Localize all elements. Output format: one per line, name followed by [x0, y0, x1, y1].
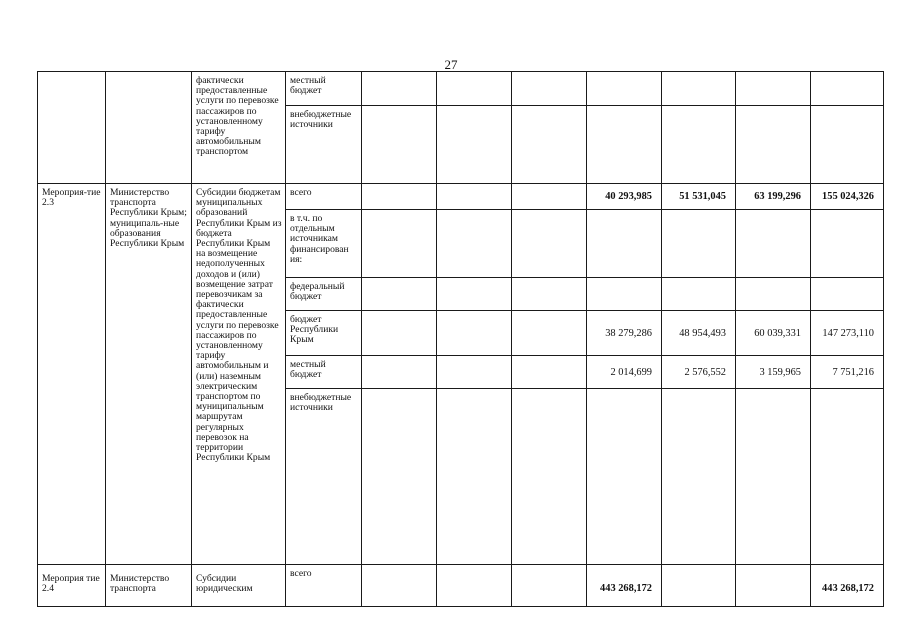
- value-cell: [662, 278, 736, 311]
- measure-id-cell: Мероприя-тие 2.3: [38, 184, 106, 565]
- value-cell: 40 293,985: [587, 184, 662, 210]
- value-cell: [587, 278, 662, 311]
- measure-name-cell: Субсидии бюджетам муниципальных образований Республики Крым из бюджета Республики Крым на возмещение недополученных доходов и (или) возмещение затрат перевозчикам за фактически предоставленные услуги по перевозке пассажиров по установленному тарифу автомобильным и (или) наземным электрическим транспортом по муниципальным маршрутам регулярных перевозок на территории Республики Крым: [192, 184, 286, 565]
- value-cell: [362, 356, 437, 389]
- value-cell: 48 954,493: [662, 311, 736, 356]
- value-cell: 2 014,699: [587, 356, 662, 389]
- funding-source-cell: местный бюджет: [286, 72, 362, 106]
- funding-source-cell: внебюджетные источники: [286, 389, 362, 565]
- value-cell: 2 576,552: [662, 356, 736, 389]
- value-cell: 155 024,326: [811, 184, 884, 210]
- value-cell: [437, 389, 512, 565]
- value-cell: 3 159,965: [736, 356, 811, 389]
- value-cell: 51 531,045: [662, 184, 736, 210]
- value-cell: [736, 565, 811, 607]
- measure-id-cell: [38, 72, 106, 184]
- value-cell: [437, 311, 512, 356]
- value-cell: [587, 72, 662, 106]
- value-cell: [437, 106, 512, 184]
- value-cell: [811, 210, 884, 278]
- value-cell: [362, 389, 437, 565]
- value-cell: [736, 106, 811, 184]
- value-cell: [662, 389, 736, 565]
- value-cell: 147 273,110: [811, 311, 884, 356]
- budget-table: [37, 71, 884, 607]
- measure-name-cell: фактически предоставленные услуги по перевозке пассажиров по установленному тарифу автомобильным транспортом: [192, 72, 286, 184]
- value-cell: 60 039,331: [736, 311, 811, 356]
- value-cell: [811, 106, 884, 184]
- value-cell: [512, 389, 587, 565]
- funding-source-cell: внебюджетные источники: [286, 106, 362, 184]
- value-cell: [736, 389, 811, 565]
- value-cell: [512, 278, 587, 311]
- value-cell: [512, 356, 587, 389]
- value-cell: [662, 565, 736, 607]
- value-cell: [512, 106, 587, 184]
- value-cell: 443 268,172: [811, 565, 884, 607]
- value-cell: [512, 565, 587, 607]
- value-cell: [437, 72, 512, 106]
- value-cell: 443 268,172: [587, 565, 662, 607]
- table-row: [38, 565, 884, 607]
- value-cell: [811, 389, 884, 565]
- value-cell: [736, 278, 811, 311]
- value-cell: [437, 184, 512, 210]
- measure-name-cell: Субсидии юридическим: [192, 565, 286, 607]
- value-cell: [437, 565, 512, 607]
- page-number: 27: [444, 57, 458, 72]
- value-cell: [437, 356, 512, 389]
- funding-source-cell: федеральный бюджет: [286, 278, 362, 311]
- value-cell: [662, 72, 736, 106]
- funding-source-cell: всего: [286, 565, 362, 607]
- value-cell: 38 279,286: [587, 311, 662, 356]
- value-cell: [811, 278, 884, 311]
- value-cell: [587, 210, 662, 278]
- value-cell: [362, 106, 437, 184]
- measure-id-cell: Мероприя тие 2.4: [38, 565, 106, 607]
- value-cell: [512, 72, 587, 106]
- value-cell: [437, 278, 512, 311]
- value-cell: [512, 184, 587, 210]
- funding-source-cell: в т.ч. по отдельным источникам финансирован ия:: [286, 210, 362, 278]
- value-cell: [362, 278, 437, 311]
- value-cell: [437, 210, 512, 278]
- value-cell: [587, 389, 662, 565]
- funding-source-cell: бюджет Республики Крым: [286, 311, 362, 356]
- value-cell: [662, 210, 736, 278]
- value-cell: 7 751,216: [811, 356, 884, 389]
- funding-source-cell: всего: [286, 184, 362, 210]
- table-row: [38, 72, 884, 106]
- value-cell: [362, 311, 437, 356]
- value-cell: 63 199,296: [736, 184, 811, 210]
- value-cell: [512, 311, 587, 356]
- value-cell: [811, 72, 884, 106]
- responsible-cell: [106, 72, 192, 184]
- value-cell: [362, 210, 437, 278]
- value-cell: [362, 72, 437, 106]
- value-cell: [512, 210, 587, 278]
- value-cell: [736, 210, 811, 278]
- value-cell: [587, 106, 662, 184]
- responsible-cell: Министерство транспорта Республики Крым; муниципаль-ные образования Республики Крым: [106, 184, 192, 565]
- value-cell: [362, 184, 437, 210]
- value-cell: [362, 565, 437, 607]
- table-body: [38, 72, 884, 607]
- value-cell: [736, 72, 811, 106]
- funding-source-cell: местный бюджет: [286, 356, 362, 389]
- responsible-cell: Министерство транспорта: [106, 565, 192, 607]
- value-cell: [662, 106, 736, 184]
- table-row: [38, 184, 884, 210]
